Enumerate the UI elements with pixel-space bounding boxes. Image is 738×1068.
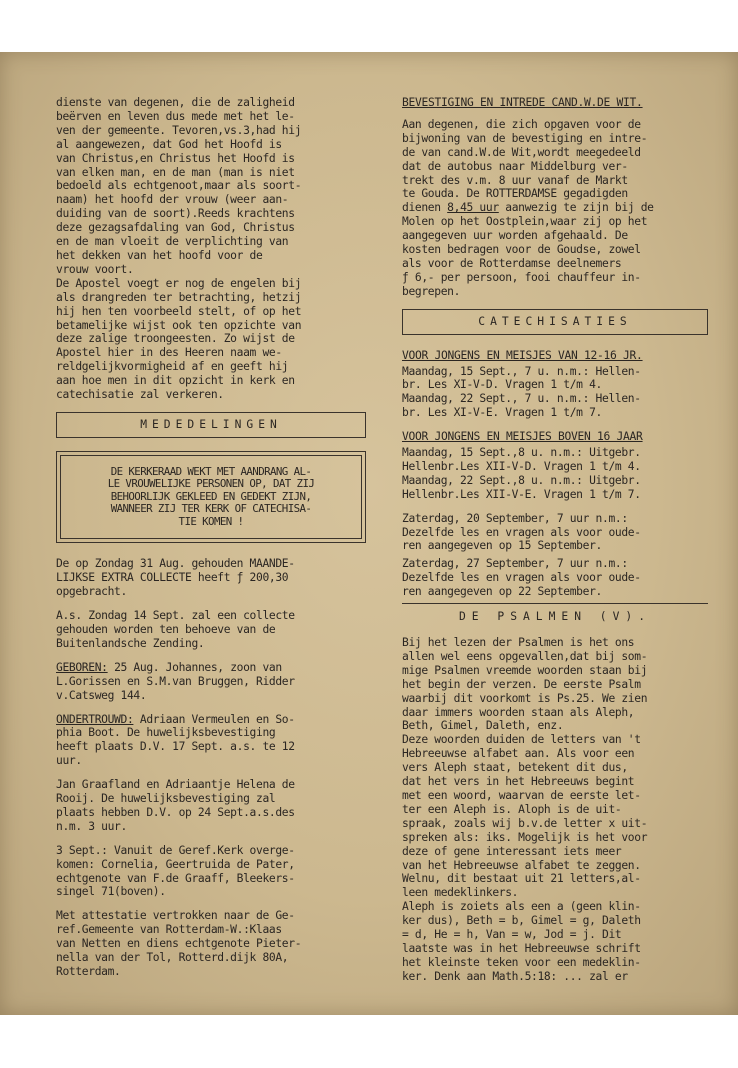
zending-paragraph: A.s. Zondag 14 Sept. zal een collecte gehouden worden ten behoeve van de Buitenlandsche Zending. bbox=[56, 609, 295, 650]
ondertrouwd-text: Adriaan Vermeulen en So- phia Boot. De huwelijksbevestiging heeft plaats D.V. 17 Sept. a.s. te 12 uur. bbox=[56, 712, 295, 768]
psalmen-paragraph: Bij het lezen der Psalmen is het ons allen wel eens opgevallen,dat bij som- mige Psalmen vreemde woorden staan bij het begin der verzen. De eerste Psalm waarbij dit voorkomt is Ps.25. We zien daar immers woorden staan als Aleph, Beth, Gimel, Daleth, enz. Deze woorden duiden de letters van 't Hebreeuwse alfabet aan. Als voor een vers Aleph staat, betekent dit dus, dat het vers in het Hebreeuws begint met een woord, waarvan de eerste let- ter een Aleph is. Aloph is de uit- spraak, zoals wij b.v.de letter x uit- spreken als: iks. Mogelijk is het voor deze of gene interessant iets meer van het Hebreeuwse alfabet te zeggen. Welnu, dit bestaat uit 21 letters,al- leen medeklinkers. Aleph is zoiets als een a (geen klin- ker dus), Beth = b, Gimel = g, Daleth = d, He = h, Van = w, Jod = j. Dit laatste was in het Hebreeuwse schrift het kleinste teken voor een medeklin- ker. Denk aan Math.5:18: ... zal er bbox=[402, 636, 648, 983]
graafland-paragraph: Jan Graafland en Adriaantje Helena de Rooij. De huwelijksbevestiging zal plaats hebben D.V. op 24 Sept.a.s.des n.m. 3 uur. bbox=[56, 778, 295, 833]
newsletter-page bbox=[0, 52, 738, 1015]
intro-paragraph: dienste van degenen, die de zaligheid beërven en leven dus mede met het le- ven der gemeente. Tevoren,vs.3,had hij al aangewezen, dat God het Hoofd is van Christus,en Christus het Hoofd is van elken man, en de man (man is niet bedoeld als echtgenoot,maar als soort- naam) het hoofd der vrouw (weer aan- duiding van de soort).Reeds krachtens deze gezagsafdaling van God, Christus en de man vloeit de verplichting van het dekken van het hoofd voor de vrouw voort. bbox=[56, 96, 302, 276]
psalmen-heading: DE PSALMEN (V). bbox=[458, 610, 652, 624]
section-divider bbox=[402, 603, 708, 604]
bevestiging-text-b: aanwezig te zijn bij de Molen op het Oostplein,waar zij op het aangegeven uur worden afgehaald. De kosten bedragen voor de Goudse, zowel als voor de Rotterdamse deelnemers ƒ 6,- per persoon, fooi chauffeur in- begrepen. bbox=[402, 201, 654, 298]
geboren-text: 25 Aug. Johannes, zoon van L.Gorissen en S.M.van Bruggen, Ridder v.Catsweg 144. bbox=[56, 660, 295, 702]
overgekomen-paragraph: 3 Sept.: Vanuit de Geref.Kerk overge- komen: Cornelia, Geertruida de Pater, echtgenote van F.de Graaff, Bleekers- singel 71(boven). bbox=[56, 843, 295, 899]
left-column bbox=[56, 96, 366, 989]
notice-text: DE KERKERAAD WEKT MET AANDRANG AL- LE VROUWELIJKE PERSONEN OP, DAT ZIJ BEHOORLIJK GEKLEED EN GEDEKT ZIJN, WANNEER ZIJ TER KERK OF CATECHISA- TIE KOMEN ! bbox=[60, 455, 362, 540]
kerkeraad-notice bbox=[56, 451, 366, 544]
geboren-paragraph bbox=[56, 661, 366, 703]
jong-schedule: Maandag, 15 Sept., 7 u. n.m.: Hellen- br. Les XI-V-D. Vragen 1 t/m 4. Maandag, 22 Sept., 7 u. n.m.: Hellen- br. Les XI-V-E. Vragen 1 t/m 7. bbox=[402, 364, 641, 420]
mededelingen-heading: MEDEDELINGEN bbox=[56, 412, 366, 438]
attestatie-paragraph: Met attestatie vertrokken naar de Ge- ref.Gemeente van Rotterdam-W.:Klaas van Netten en diens echtgenote Pieter- nella van der Tol, Rotterd.dijk 80A, Rotterdam. bbox=[56, 909, 302, 978]
catechisaties-heading: CATECHISATIES bbox=[402, 309, 708, 335]
oud-schedule: Maandag, 15 Sept.,8 u. n.m.: Uitgebr. Hellenbr.Les XII-V-D. Vragen 1 t/m 4. Maandag, 22 Sept.,8 u. n.m.: Uitgebr. Hellenbr.Les XII-V-E. Vragen 1 t/m 7. bbox=[402, 446, 641, 501]
bevestiging-time: 8,45 uur bbox=[447, 201, 499, 215]
geboren-label: GEBOREN: bbox=[56, 660, 108, 674]
bevestiging-heading: BEVESTIGING EN INTREDE CAND.W.DE WIT. bbox=[402, 96, 643, 109]
right-column bbox=[402, 96, 708, 994]
jong-heading: VOOR JONGENS EN MEISJES VAN 12-16 JR. bbox=[402, 348, 643, 362]
zaterdag-27: Zaterdag, 27 September, 7 uur n.m.: Dezelfde les en vragen als voor oude- ren aangegeven op 22 September. bbox=[402, 557, 641, 599]
collecte-paragraph: De op Zondag 31 Aug. gehouden MAANDE- LIJKSE EXTRA COLLECTE heeft ƒ 200,30 opgebracht. bbox=[56, 557, 295, 599]
ondertrouwd-label: ONDERTROUWD: bbox=[56, 712, 134, 726]
oud-heading: VOOR JONGENS EN MEISJES BOVEN 16 JAAR bbox=[402, 430, 643, 444]
apostle-paragraph: De Apostel voegt er nog de engelen bij als drangreden ter betrachting, hetzij hij hen ten voorbeeld stelt, of op het betamelijke wijst ook ten opzichte van deze zalige troongeesten. Zo wijst de Apostel hier in des Heeren naam we- reldgelijkvormigheid af en geeft hij aan hoe men in dit opzicht in kerk en catechisatie zal verkeren. bbox=[56, 276, 302, 402]
zaterdag-20: Zaterdag, 20 September, 7 uur n.m.: Dezelfde les en vragen als voor oude- ren aangegeven op 15 September. bbox=[402, 511, 641, 553]
bevestiging-text-a: Aan degenen, die zich opgaven voor de bijwoning van de bevestiging en intre- de van cand.W.de Wit,wordt meegedeeld dat de autobus naar Middelburg ver- trekt des v.m. 8 uur vanaf de Markt te Gouda. De ROTTERDAMSE gegadigden dienen bbox=[402, 117, 648, 215]
bevestiging-paragraph bbox=[402, 118, 708, 299]
ondertrouwd-paragraph bbox=[56, 713, 366, 769]
